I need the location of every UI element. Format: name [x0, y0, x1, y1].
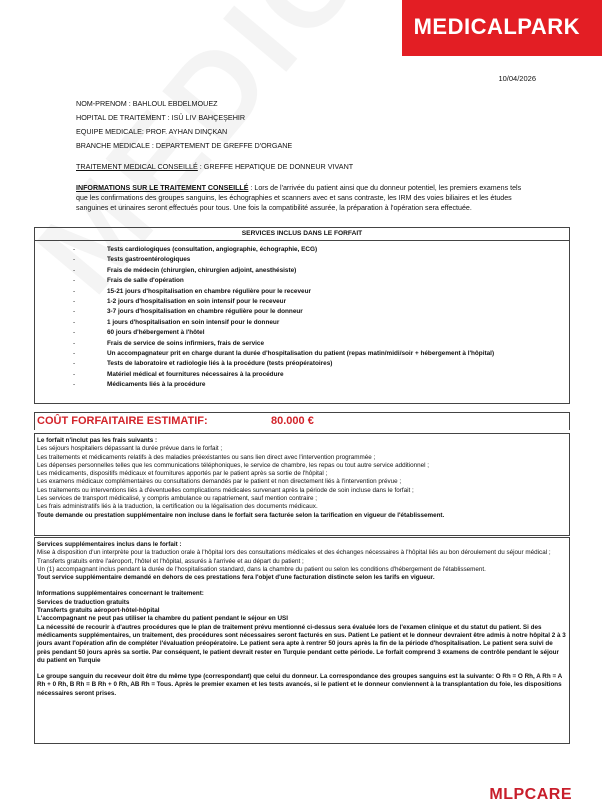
- additional-info-title: Informations supplémentaires concernant le traitement:: [37, 590, 204, 598]
- cost-value: 80.000 €: [271, 415, 314, 427]
- service-text: 1-2 jours d'hospitalisation en soin intensif pour le receveur: [107, 297, 287, 305]
- service-text: Médicaments liés à la procédure: [107, 381, 206, 389]
- service-text: Frais de service de soins infirmiers, frais de service: [107, 339, 265, 347]
- extra-services-box: [34, 537, 570, 744]
- recommended-treatment: [76, 162, 353, 171]
- list-line: Services de traduction gratuits: [37, 598, 130, 606]
- list-line: Les traitements ou interventions liés à d'éventuelles complications médicales survenant après la période de soin incluse dans le forfait ;: [37, 486, 414, 494]
- service-text: 15-21 jours d'hospitalisation en chambre régulière pour le receveur: [107, 287, 311, 295]
- service-bullet: -: [73, 297, 76, 305]
- header-banner: [0, 0, 602, 56]
- service-item: [35, 328, 569, 338]
- service-text: Tests de laboratoire et radiologie liés à la procédure (tests préopératoires): [107, 360, 333, 368]
- list-line: Les services de transport médicalisé, y compris ambulance ou rapatriement, sauf mention contraire ;: [37, 495, 317, 503]
- exclusions-list: [37, 445, 567, 511]
- included-services-box: [34, 227, 570, 404]
- treatment-label: TRAITEMENT MEDICAL CONSEILLÉ: [76, 162, 198, 171]
- service-item: [35, 370, 569, 380]
- services-list: [35, 245, 569, 390]
- service-item: [35, 266, 569, 276]
- service-item: [35, 297, 569, 307]
- exclusions-title: Le forfait n'inclut pas les frais suivants :: [37, 437, 158, 444]
- service-item: [35, 307, 569, 317]
- patient-name: NOM-PRENOM : BAHLOUL EBDELMOUEZ: [76, 99, 218, 108]
- service-bullet: -: [73, 329, 76, 337]
- service-bullet: -: [73, 277, 76, 285]
- blood-group-note: Le groupe sanguin du receveur doit être du même type (correspondant) que celui du donneur. La correspondance des groupes sanguins est la suivante: O Rh = O Rh, A Rh = A Rh + 0 Rh, B Rh = B Rh + 0 Rh, AB Rh = Tous. Après le premier examen et les tests avancés, si le patient et le donneur conviennent à la transplantation du foie, les dispositions nécessaires seront prises.: [37, 673, 562, 697]
- medicalpark-logo: MEDICALPARK: [413, 14, 580, 39]
- treatment-value: : GREFFE HEPATIQUE DE DONNEUR VIVANT: [197, 162, 354, 171]
- services-title: SERVICES INCLUS DANS LE FORFAIT: [35, 228, 569, 241]
- extra-services-list: [37, 549, 567, 574]
- service-bullet: -: [73, 246, 76, 253]
- mlpcare-logo: MLPCARE: [489, 786, 572, 803]
- list-line: Les examens médicaux complémentaires ou consultations demandés par le patient et non directement liés à l'intervention prévue ;: [37, 478, 402, 486]
- service-text: 1 jours d'hospitalisation en soin intensif pour le donneur: [107, 318, 280, 326]
- exclusions-note: Toute demande ou prestation supplémentaire non incluse dans le forfait sera facturée selon la tarification en vigueur de l'établissement.: [37, 511, 445, 519]
- service-item: [35, 276, 569, 286]
- list-line: Les dépenses personnelles telles que les communications téléphoniques, le service de chambre, les repas ou tout autre service additionnel ;: [37, 461, 430, 469]
- service-text: Matériel médical et fournitures nécessaires à la procédure: [107, 370, 284, 378]
- service-text: Un accompagnateur prit en charge durant la durée d'hospitalisation du patient (repas matin/midi/soir + hébergement à l'hôpital): [107, 349, 495, 357]
- hospital-name: HOPITAL DE TRAITEMENT : ISÜ LIV BAHÇEŞEHIR: [76, 113, 246, 122]
- service-text: Frais de salle d'opération: [107, 277, 184, 285]
- patient-header: [76, 97, 292, 153]
- service-item: [35, 318, 569, 328]
- service-text: Frais de médecin (chirurgien, chirurgien adjoint, anesthésiste): [107, 266, 297, 274]
- service-bullet: -: [73, 349, 76, 357]
- list-line: Mise à disposition d'un interprète pour la traduction orale à l'hôpital lors des consultations médicales et des échanges nécessaires à l'hôpital liés au bon déroulement du séjour médical ;: [37, 549, 551, 557]
- service-bullet: -: [73, 318, 76, 326]
- service-bullet: -: [73, 339, 76, 347]
- service-text: 3-7 jours d'hospitalisation en chambre régulière pour le donneur: [107, 308, 303, 316]
- service-item: [35, 380, 569, 390]
- list-line: Transferts gratuits aéroport-hôtel-hôpital: [37, 607, 160, 615]
- info-text: : Lors de l'arrivée du patient ainsi que du donneur potentiel, les premiers examens tels que les confirmations des groupes sanguins, les échographies et scanners avec et sans contraste, les IRM des voies biliaires et les études sanguines et urinaires seront effectués pour tous. Une fois la compatibilité assurée, la préparation à l'opération sera effectuée.: [76, 184, 522, 213]
- service-bullet: -: [73, 287, 76, 295]
- medical-team: EQUIPE MEDICALE: PROF. AYHAN DINÇKAN: [76, 127, 228, 136]
- document-date: 10/04/2026: [498, 74, 536, 83]
- cost-label: COÛT FORFAITAIRE ESTIMATIF:: [37, 415, 208, 427]
- service-text: Tests cardiologiques (consultation, angiographie, échographie, ECG): [107, 246, 318, 253]
- additional-info-list: [37, 599, 567, 665]
- list-line: Transferts gratuits entre l'aéroport, l'hôtel et l'hôpital, assurés à l'arrivée et au départ du patient ;: [37, 557, 304, 565]
- service-bullet: -: [73, 360, 76, 368]
- service-item: [35, 255, 569, 265]
- list-line: Les traitements et médicaments relatifs à des maladies préexistantes ou sans lien direct avec l'intervention programmée ;: [37, 453, 376, 461]
- service-bullet: -: [73, 370, 76, 378]
- extra-services-note: Tout service supplémentaire demandé en dehors de ces prestations fera l'objet d'une facturation distincte selon les tarifs en vigueur.: [37, 574, 435, 582]
- service-text: Tests gastroentérologiques: [107, 256, 191, 264]
- service-text: 60 jours d'hébergement à l'hôtel: [107, 329, 205, 337]
- service-bullet: -: [73, 266, 76, 274]
- service-item: [35, 339, 569, 349]
- service-item: [35, 349, 569, 359]
- list-line: L'accompagnant ne peut pas utiliser la chambre du patient pendant le séjour en USI: [37, 615, 288, 623]
- list-line: La nécessité de recourir à d'autres procédures que le plan de traitement prévu mentionné ci-dessus sera évaluée lors de l'examen clinique et du statut du patient. Si des médicaments supplémentaires, un traitement, des procédures sont nécessaires seront facturés en sus. Patient Le patient et le donneur devraient être admis à notre hôpital 2 à 3 jours avant l'opération afin de compléter l'évaluation préopératoire. Le patient sera apte à rentrer 50 jours après la fin de la période d'hospitalisation. Le patient sera suivi de près pendant 50 jours après sa sortie. Par conséquent, le patient devrait rester en Turquie pendant cette période. Le forfait comprend 3 examens de contrôle pendant le séjour du patient en Turquie: [37, 623, 566, 664]
- service-bullet: -: [73, 381, 76, 389]
- treatment-info: [76, 183, 531, 214]
- service-bullet: -: [73, 308, 76, 316]
- extra-services-title: Services supplémentaires inclus dans le forfait :: [37, 541, 182, 548]
- service-item: [35, 359, 569, 369]
- list-line: Les séjours hospitaliers dépassant la durée prévue dans le forfait ;: [37, 445, 223, 453]
- service-item: [35, 287, 569, 297]
- list-line: Un (1) accompagnant inclus pendant la durée de l'hospitalisation standard, dans la chambre du patient ou selon les conditions d'hébergement de l'établissement.: [37, 565, 486, 573]
- list-line: Les frais administratifs liés à la traduction, la certification ou la légalisation des documents médicaux.: [37, 503, 318, 511]
- info-label: INFORMATIONS SUR LE TRAITEMENT CONSEILLÉ: [76, 184, 249, 192]
- cost-box: [34, 412, 570, 430]
- service-bullet: -: [73, 256, 76, 264]
- medical-branch: BRANCHE MEDICALE : DEPARTEMENT DE GREFFE D'ORGANE: [76, 141, 293, 150]
- exclusions-box: [34, 433, 570, 536]
- list-line: Les médicaments, dispositifs médicaux et fournitures apportés par le patient après sa sortie de l'hôpital ;: [37, 470, 328, 478]
- service-item: [35, 245, 569, 255]
